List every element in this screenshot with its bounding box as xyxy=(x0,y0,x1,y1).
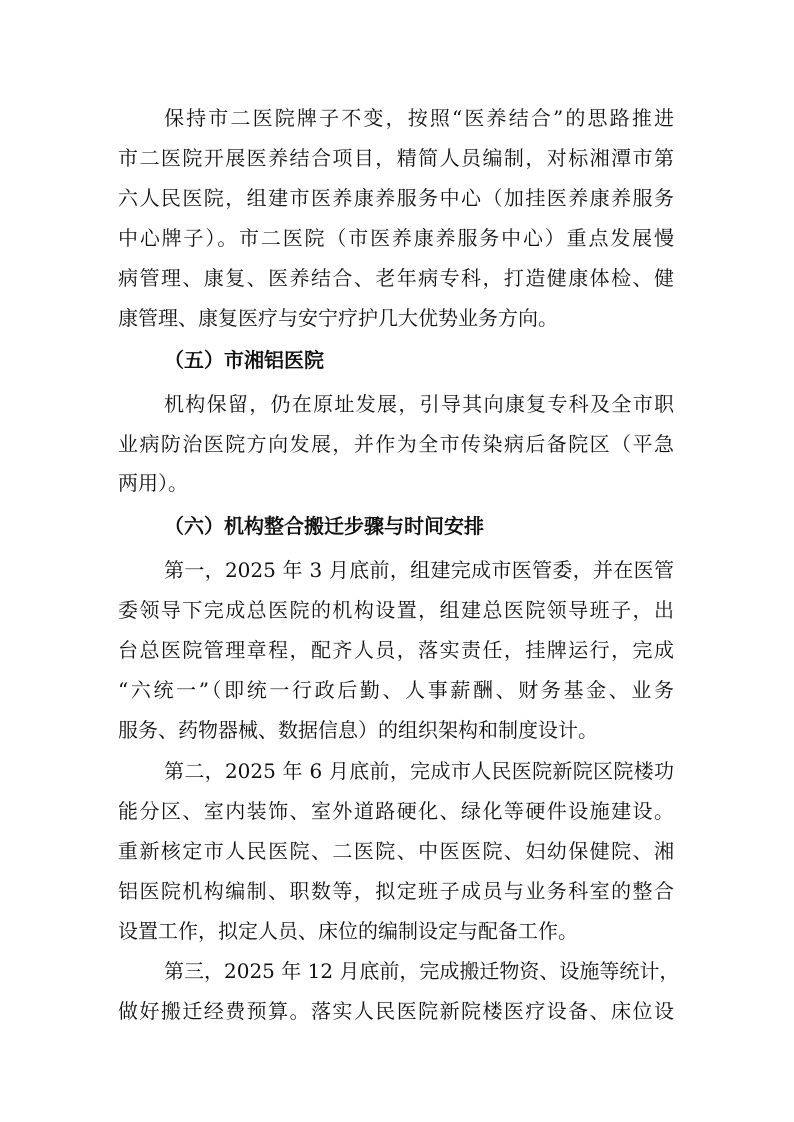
paragraph-line: 能分区、室内装饰、室外道路硬化、绿化等硬件设施建设。 xyxy=(118,799,674,823)
paragraph-line: 第三，2025 年 12 月底前，完成搬迁物资、设施等统计， xyxy=(164,959,680,983)
paragraph-line: 两用）。 xyxy=(118,471,188,495)
paragraph-line: “六统一”（即统一行政后勤、人事薪酬、财务基金、业务 xyxy=(118,678,674,702)
section-heading-6: （六）机构整合搬迁步骤与时间安排 xyxy=(164,514,484,538)
paragraph-line: 业病防治医院方向发展，并作为全市传染病后备院区（平急 xyxy=(118,432,674,456)
paragraph-line: 保持市二医院牌子不变，按照“医养结合”的思路推进 xyxy=(164,106,674,130)
paragraph-line: 设置工作，拟定人员、床位的编制设定与配备工作。 xyxy=(118,919,578,943)
paragraph-line: 六人民医院，组建市医养康养服务中心（加挂医养康养服务 xyxy=(118,186,674,210)
paragraph-line: 市二医院开展医养结合项目，精简人员编制，对标湘潭市第 xyxy=(118,146,674,170)
paragraph-line: 委领导下完成总医院的机构设置，组建总医院领导班子，出 xyxy=(118,598,674,622)
paragraph-line: 第一，2025 年 3 月底前，组建完成市医管委，并在医管 xyxy=(164,558,674,582)
section-heading-5: （五）市湘铝医院 xyxy=(164,348,324,372)
paragraph-line: 机构保留，仍在原址发展，引导其向康复专科及全市职 xyxy=(164,392,674,416)
paragraph-line: 康管理、康复医疗与安宁疗护几大优势业务方向。 xyxy=(118,306,558,330)
paragraph-line: 病管理、康复、医养结合、老年病专科，打造健康体检、健 xyxy=(118,266,674,290)
paragraph-line: 服务、药物器械、数据信息）的组织架构和制度设计。 xyxy=(118,718,598,742)
paragraph-line: 做好搬迁经费预算。落实人民医院新院楼医疗设备、床位设 xyxy=(118,999,674,1023)
paragraph-line: 铝医院机构编制、职数等，拟定班子成员与业务科室的整合 xyxy=(118,879,674,903)
paragraph-line: 第二，2025 年 6 月底前，完成市人民医院新院区院楼功 xyxy=(164,759,674,783)
paragraph-line: 重新核定市人民医院、二医院、中医医院、妇幼保健院、湘 xyxy=(118,839,674,863)
paragraph-line: 中心牌子）。市二医院（市医养康养服务中心）重点发展慢 xyxy=(118,226,674,250)
paragraph-line: 台总医院管理章程，配齐人员，落实责任，挂牌运行，完成 xyxy=(118,638,674,662)
